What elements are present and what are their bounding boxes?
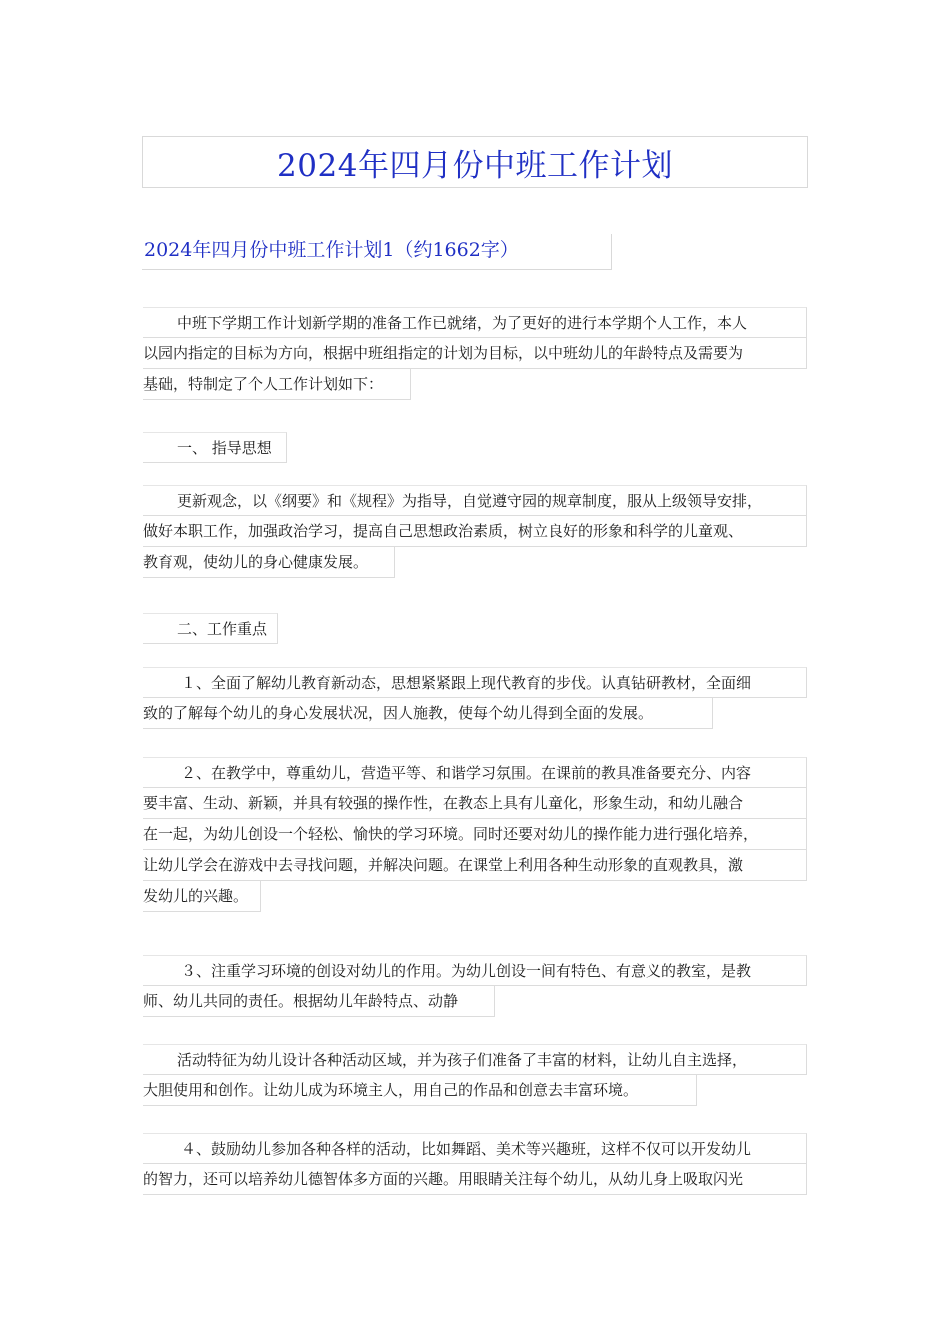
text-line: 在一起，为幼儿创设一个轻松、愉快的学习环境。同时还要对幼儿的操作能力进行强化培养， — [143, 819, 807, 850]
point-4-paragraph — [143, 1133, 807, 1195]
text-line: 让幼儿学会在游戏中去寻找问题，并解决问题。在课堂上利用各种生动形象的直观教具，激 — [143, 850, 807, 881]
section-heading-guiding — [143, 432, 807, 463]
title-frame — [142, 136, 808, 188]
text-line: ２、在教学中，尊重幼儿，营造平等、和谐学习氛围。在课前的教具准备要充分、内容 — [143, 757, 807, 788]
text-line: ３、注重学习环境的创设对幼儿的作用。为幼儿创设一间有特色、有意义的教室，是教 — [143, 955, 807, 986]
intro-paragraph — [143, 307, 807, 400]
guiding-paragraph — [143, 485, 807, 578]
text-line: 发幼儿的兴趣。 — [143, 881, 261, 912]
text-line: １、全面了解幼儿教育新动态，思想紧紧跟上现代教育的步伐。认真钻研教材，全面细 — [143, 667, 807, 698]
text-line: 要丰富、生动、新颖，并具有较强的操作性，在教态上具有儿童化，形象生动，和幼儿融合 — [143, 788, 807, 819]
text-line: 活动特征为幼儿设计各种活动区域，并为孩子们准备了丰富的材料，让幼儿自主选择， — [143, 1044, 807, 1075]
document-title: 2024年四月份中班工作计划 — [277, 147, 673, 184]
section-heading-focus — [143, 613, 807, 644]
text-line: 更新观念，以《纲要》和《规程》为指导，自觉遵守园的规章制度，服从上级领导安排， — [143, 485, 807, 516]
point-3-paragraph — [143, 955, 807, 1017]
text-line: 教育观，使幼儿的身心健康发展。 — [143, 547, 395, 578]
subtitle-frame — [142, 234, 612, 270]
section-heading-text: 二、工作重点 — [143, 613, 278, 644]
text-line: 大胆使用和创作。让幼儿成为环境主人，用自己的作品和创意去丰富环境。 — [143, 1075, 697, 1106]
point-3-continued-paragraph — [143, 1044, 807, 1106]
point-1-paragraph — [143, 667, 807, 729]
text-line: 师、幼儿共同的责任。根据幼儿年龄特点、动静 — [143, 986, 495, 1017]
document-subtitle: 2024年四月份中班工作计划1（约1662字） — [144, 239, 519, 261]
text-line: 致的了解每个幼儿的身心发展状况，因人施教，使每个幼儿得到全面的发展。 — [143, 698, 713, 729]
text-line: ４、鼓励幼儿参加各种各样的活动，比如舞蹈、美术等兴趣班，这样不仅可以开发幼儿 — [143, 1133, 807, 1164]
text-line: 的智力，还可以培养幼儿德智体多方面的兴趣。用眼睛关注每个幼儿，从幼儿身上吸取闪光 — [143, 1164, 807, 1195]
text-line: 中班下学期工作计划新学期的准备工作已就绪，为了更好的进行本学期个人工作，本人 — [143, 307, 807, 338]
text-line: 以园内指定的目标为方向，根据中班组指定的计划为目标，以中班幼儿的年龄特点及需要为 — [143, 338, 807, 369]
section-heading-text: 一、 指导思想 — [143, 432, 287, 463]
text-line: 基础，特制定了个人工作计划如下： — [143, 369, 411, 400]
text-line: 做好本职工作，加强政治学习，提高自己思想政治素质，树立良好的形象和科学的儿童观、 — [143, 516, 807, 547]
point-2-paragraph — [143, 757, 807, 912]
